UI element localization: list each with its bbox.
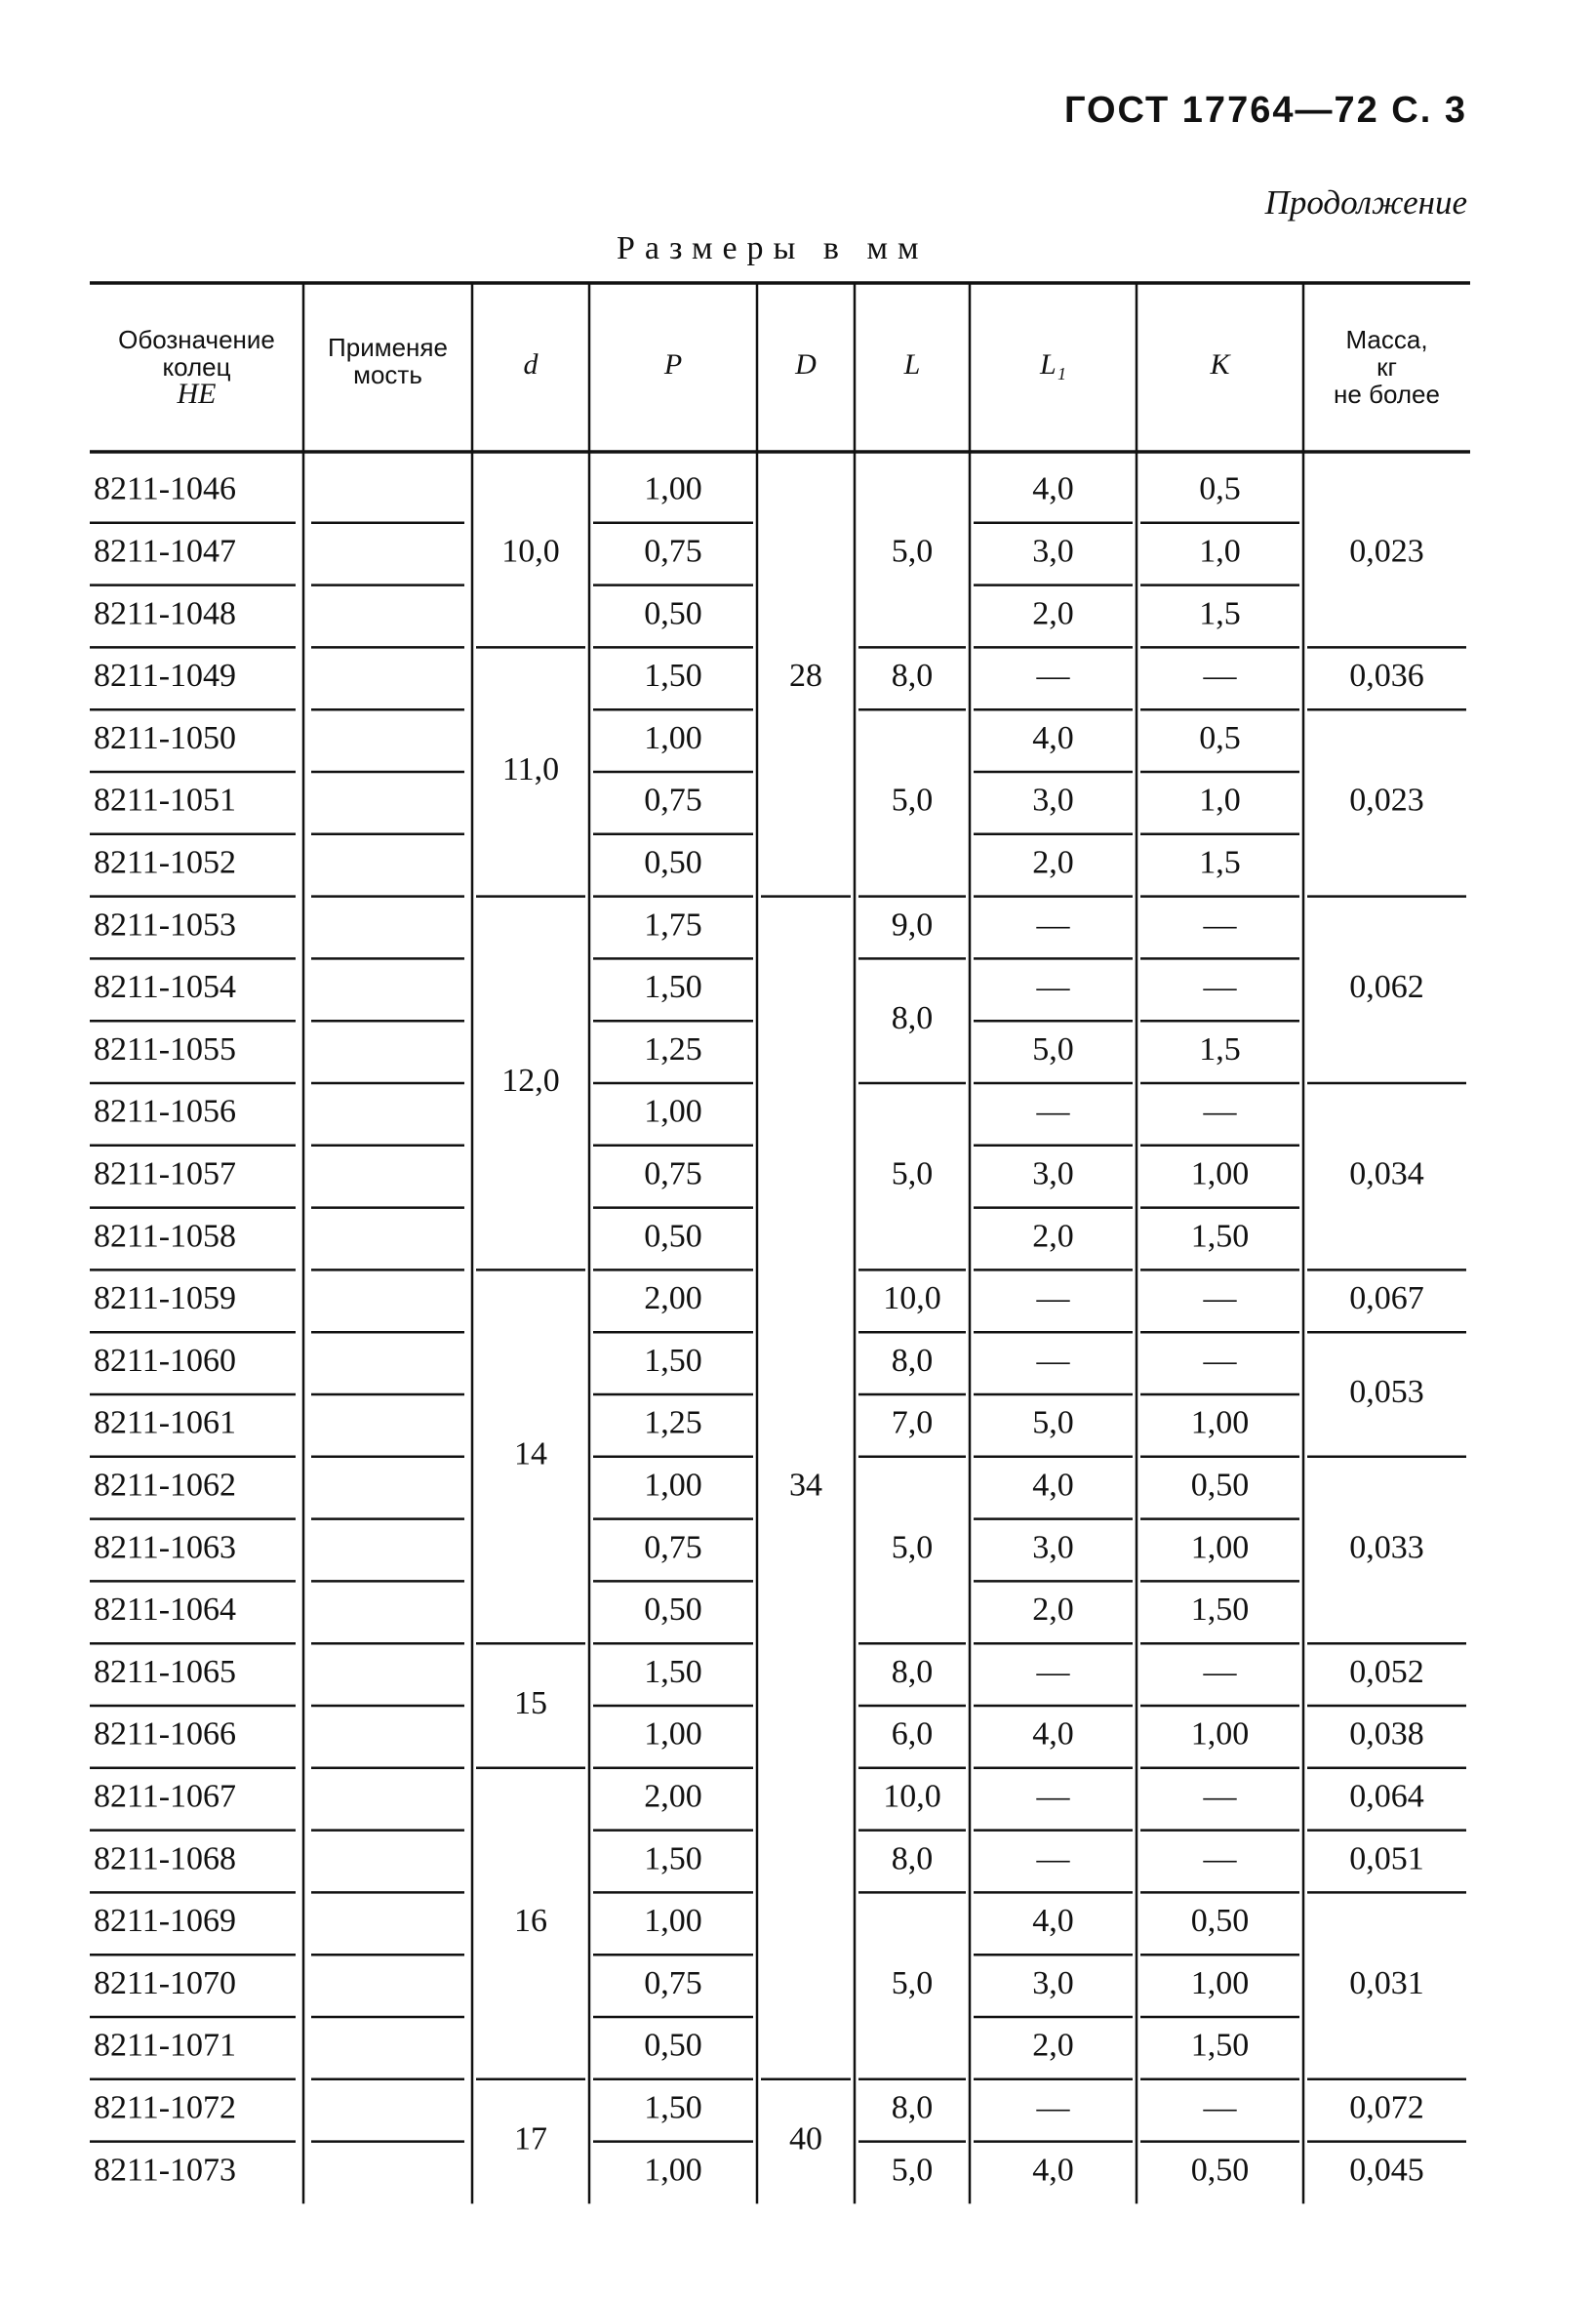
mass-cell: 0,034 [1349,1155,1424,1192]
p-cell: 0,50 [644,2027,702,2064]
d-cell: 16 [514,1903,547,1940]
l-cell: 5,0 [891,533,934,570]
p-cell: 0,50 [644,1218,702,1255]
l1-cell: 5,0 [1032,1030,1074,1068]
l1-cell: — [1036,658,1070,695]
designation-cell: 8211-1070 [94,1964,237,2001]
k-cell: 1,50 [1190,2027,1250,2064]
d-cell: 12,0 [501,1062,560,1099]
k-cell: 0,5 [1199,470,1241,507]
header-designation: колец [162,351,231,382]
l1-cell: — [1036,1840,1070,1877]
p-cell: 1,50 [644,658,702,695]
header-k: K [1210,347,1230,381]
l1-cell: — [1036,969,1070,1006]
designation-cell: 8211-1053 [94,907,237,944]
p-cell: 0,75 [644,1529,702,1566]
mass-cell: 0,045 [1349,2152,1424,2189]
l1-cell: 4,0 [1032,1467,1074,1504]
k-cell: 0,50 [1190,1903,1250,1940]
l1-cell: — [1036,1778,1070,1815]
page-header: ГОСТ 17764—72 С. 3 [1063,90,1467,131]
l1-cell: — [1036,2089,1070,2126]
units-caption: Размеры в мм [617,230,929,266]
k-cell: — [1203,1653,1237,1690]
designation-cell: 8211-1057 [94,1155,237,1192]
l-cell: 5,0 [891,2152,934,2189]
header-d: d [523,347,539,381]
p-cell: 0,50 [644,844,702,881]
k-cell: 0,5 [1199,719,1241,756]
k-cell: 1,0 [1199,782,1241,819]
d-cell: 10,0 [501,533,560,570]
p-cell: 0,75 [644,533,702,570]
mass-cell: 0,053 [1349,1373,1424,1410]
mass-cell: 0,072 [1349,2089,1424,2126]
l-cell: 9,0 [891,907,934,944]
p-cell: 1,00 [644,1715,702,1753]
header-d-outer: D [795,347,817,381]
k-cell: 1,0 [1199,533,1241,570]
d-outer-cell: 28 [789,658,822,695]
l1-cell: 2,0 [1032,2027,1074,2064]
p-cell: 1,50 [644,2089,702,2126]
designation-cell: 8211-1060 [94,1342,237,1379]
designation-cell: 8211-1068 [94,1840,237,1877]
l1-cell: 4,0 [1032,470,1074,507]
p-cell: 0,50 [644,1592,702,1629]
p-cell: 1,50 [644,1840,702,1877]
p-cell: 1,25 [644,1404,702,1441]
d-outer-cell: 40 [789,2120,822,2157]
l1-cell: 3,0 [1032,782,1074,819]
k-cell: 1,00 [1190,1155,1250,1192]
l1-cell: — [1036,907,1070,944]
mass-cell: 0,031 [1349,1964,1424,2001]
l-cell: 5,0 [891,1529,934,1566]
l1-cell: — [1036,1342,1070,1379]
designation-cell: 8211-1061 [94,1404,237,1441]
header-designation: Обозначение [118,324,275,354]
l-cell: 5,0 [891,782,934,819]
l-cell: 6,0 [891,1715,934,1753]
mass-cell: 0,036 [1349,658,1424,695]
p-cell: 1,00 [644,1903,702,1940]
p-cell: 0,75 [644,1155,702,1192]
header-mass: Масса, [1345,324,1428,354]
mass-cell: 0,062 [1349,969,1424,1006]
designation-cell: 8211-1051 [94,782,237,819]
p-cell: 1,50 [644,1653,702,1690]
k-cell: — [1203,1093,1237,1130]
d-cell: 14 [514,1435,547,1472]
designation-cell: 8211-1047 [94,533,237,570]
l-cell: 10,0 [883,1280,941,1317]
p-cell: 2,00 [644,1778,702,1815]
k-cell: 1,5 [1199,844,1241,881]
p-cell: 0,75 [644,782,702,819]
designation-cell: 8211-1062 [94,1467,237,1504]
designation-cell: 8211-1052 [94,844,237,881]
p-cell: 1,00 [644,470,702,507]
l-cell: 7,0 [891,1404,934,1441]
k-cell: 1,00 [1190,1404,1250,1441]
l-cell: 8,0 [891,658,934,695]
k-cell: — [1203,969,1237,1006]
l1-cell: 3,0 [1032,1155,1074,1192]
p-cell: 1,25 [644,1030,702,1068]
l1-cell: — [1036,1280,1070,1317]
header-l: L [903,347,921,381]
k-cell: 1,00 [1190,1715,1250,1753]
l-cell: 8,0 [891,999,934,1036]
header-l1: L₁ [1039,347,1067,381]
header-applicability: Применяе [328,332,448,362]
l1-cell: 4,0 [1032,1715,1074,1753]
header-p: P [663,347,683,381]
designation-cell: 8211-1069 [94,1903,237,1940]
l1-cell: 2,0 [1032,1592,1074,1629]
designation-cell: 8211-1056 [94,1093,237,1130]
k-cell: 0,50 [1190,2152,1250,2189]
designation-cell: 8211-1059 [94,1280,237,1317]
k-cell: 1,00 [1190,1964,1250,2001]
k-cell: — [1203,1342,1237,1379]
p-cell: 1,00 [644,2152,702,2189]
k-cell: 0,50 [1190,1467,1250,1504]
designation-cell: 8211-1049 [94,658,237,695]
designation-cell: 8211-1073 [94,2152,237,2189]
l-cell: 10,0 [883,1778,941,1815]
l1-cell: 3,0 [1032,1529,1074,1566]
designation-cell: 8211-1050 [94,719,237,756]
l-cell: 5,0 [891,1964,934,2001]
header-mass: не более [1334,379,1440,409]
d-cell: 11,0 [501,750,560,787]
l-cell: 8,0 [891,2089,934,2126]
k-cell: — [1203,907,1237,944]
l1-cell: 2,0 [1032,595,1074,632]
p-cell: 1,50 [644,1342,702,1379]
l1-cell: 3,0 [1032,533,1074,570]
d-outer-cell: 34 [789,1467,822,1504]
mass-cell: 0,023 [1349,782,1424,819]
designation-cell: 8211-1054 [94,969,237,1006]
designation-cell: 8211-1063 [94,1529,237,1566]
l-cell: 5,0 [891,1155,934,1192]
mass-cell: 0,023 [1349,533,1424,570]
l1-cell: 5,0 [1032,1404,1074,1441]
k-cell: — [1203,658,1237,695]
designation-cell: 8211-1071 [94,2027,237,2064]
p-cell: 0,50 [644,595,702,632]
l-cell: 8,0 [891,1840,934,1877]
k-cell: 1,5 [1199,1030,1241,1068]
designation-cell: 8211-1064 [94,1592,237,1629]
k-cell: 1,50 [1190,1592,1250,1629]
p-cell: 2,00 [644,1280,702,1317]
k-cell: — [1203,2089,1237,2126]
l1-cell: — [1036,1653,1070,1690]
l1-cell: 4,0 [1032,719,1074,756]
mass-cell: 0,064 [1349,1778,1424,1815]
mass-cell: 0,033 [1349,1529,1424,1566]
designation-cell: 8211-1072 [94,2089,237,2126]
p-cell: 1,00 [644,1467,702,1504]
designation-cell: 8211-1055 [94,1030,237,1068]
l1-cell: — [1036,1093,1070,1130]
mass-cell: 0,051 [1349,1840,1424,1877]
k-cell: 1,5 [1199,595,1241,632]
l-cell: 8,0 [891,1342,934,1379]
l1-cell: 2,0 [1032,1218,1074,1255]
p-cell: 0,75 [644,1964,702,2001]
l1-cell: 4,0 [1032,2152,1074,2189]
designation-cell: 8211-1066 [94,1715,237,1753]
k-cell: — [1203,1280,1237,1317]
designation-cell: 8211-1058 [94,1218,237,1255]
designation-cell: 8211-1065 [94,1653,237,1690]
d-cell: 15 [514,1684,547,1721]
l1-cell: 3,0 [1032,1964,1074,2001]
p-cell: 1,00 [644,719,702,756]
l1-cell: 2,0 [1032,844,1074,881]
p-cell: 1,00 [644,1093,702,1130]
k-cell: 1,00 [1190,1529,1250,1566]
continuation-label: Продолжение [1264,183,1467,222]
mass-cell: 0,067 [1349,1280,1424,1317]
k-cell: 1,50 [1190,1218,1250,1255]
header-mass: кг [1377,351,1397,382]
designation-cell: 8211-1067 [94,1778,237,1815]
l1-cell: 4,0 [1032,1903,1074,1940]
l-cell: 8,0 [891,1653,934,1690]
designation-cell: 8211-1046 [94,470,237,507]
header-applicability: мость [353,359,422,389]
mass-cell: 0,052 [1349,1653,1424,1690]
designation-cell: 8211-1048 [94,595,237,632]
k-cell: — [1203,1778,1237,1815]
d-cell: 17 [514,2120,547,2157]
p-cell: 1,50 [644,969,702,1006]
header-designation: HE [177,377,217,410]
k-cell: — [1203,1840,1237,1877]
mass-cell: 0,038 [1349,1715,1424,1753]
p-cell: 1,75 [644,907,702,944]
